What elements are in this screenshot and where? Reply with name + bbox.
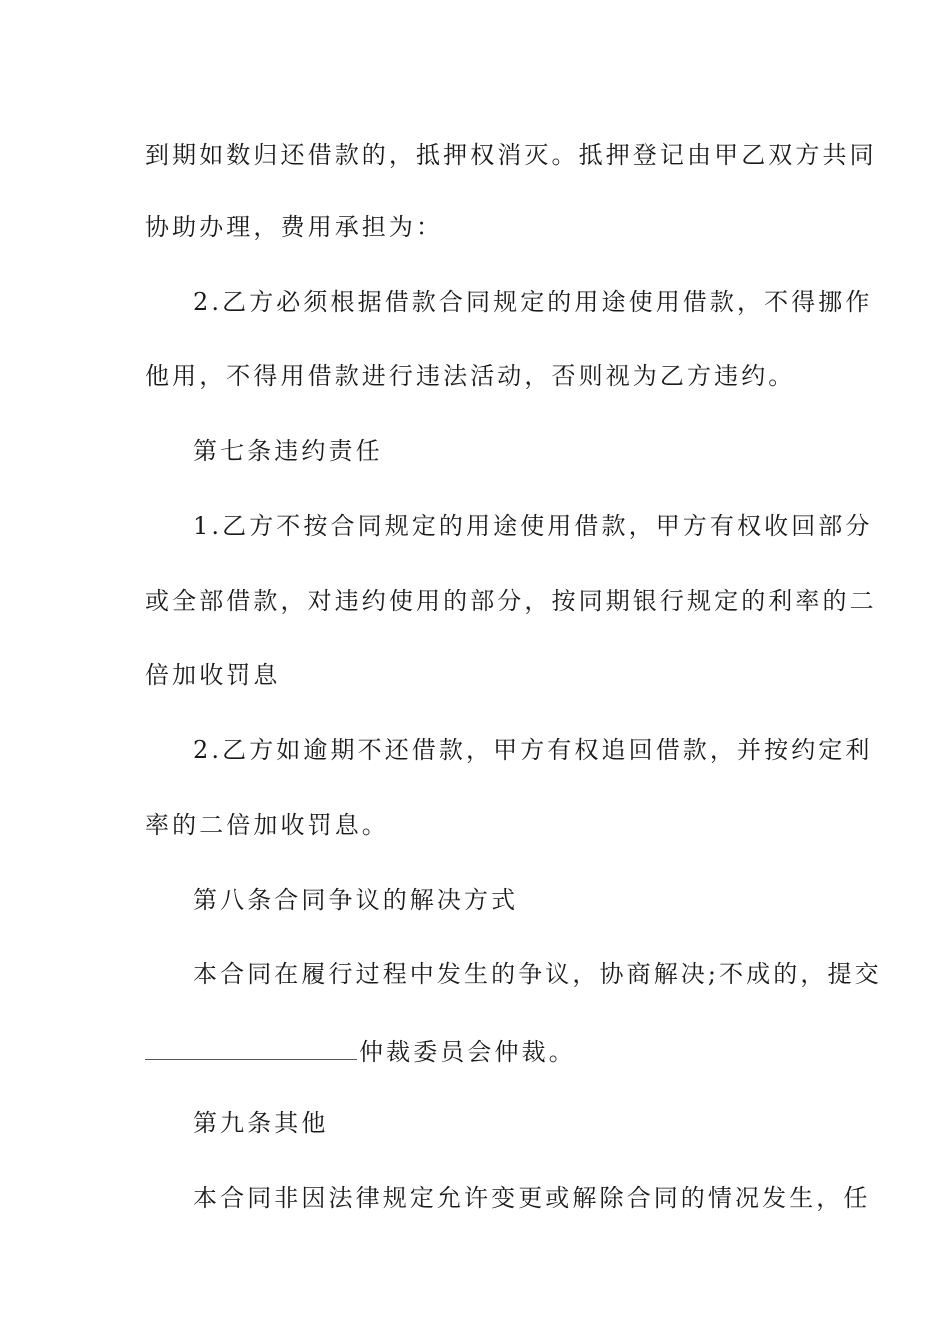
section-heading: 第八条合同争议的解决方式 <box>193 886 519 914</box>
section-heading: 第七条违约责任 <box>193 437 383 465</box>
paragraph-line: 2.乙方必须根据借款合同规定的用途使用借款，不得挪作 <box>193 288 873 316</box>
paragraph-line: 到期如数归还借款的，抵押权消灭。抵押登记由甲乙双方共同 <box>145 141 877 169</box>
paragraph-line: 2.乙方如逾期不还借款，甲方有权追回借款，并按约定利 <box>193 736 873 764</box>
paragraph-line: 本合同非因法律规定允许变更或解除合同的情况发生，任 <box>193 1184 871 1212</box>
fill-in-blank <box>145 1033 357 1060</box>
section-heading: 第九条其他 <box>193 1109 329 1137</box>
paragraph-line: 本合同在履行过程中发生的争议，协商解决;不成的，提交 <box>193 960 882 988</box>
paragraph-line: 率的二倍加收罚息。 <box>145 811 389 839</box>
paragraph-line: 1.乙方不按合同规定的用途使用借款，甲方有权收回部分 <box>193 512 873 540</box>
paragraph-line-with-blank <box>145 1033 805 1068</box>
arbitration-text: 仲裁委员会仲裁。 <box>359 1038 576 1066</box>
paragraph-line: 倍加收罚息 <box>145 661 281 689</box>
paragraph-line: 他用，不得用借款进行违法活动，否则视为乙方违约。 <box>145 362 796 390</box>
paragraph-line: 或全部借款，对违约使用的部分，按同期银行规定的利率的二 <box>145 587 877 615</box>
paragraph-line: 协助办理，费用承担为： <box>145 213 444 241</box>
